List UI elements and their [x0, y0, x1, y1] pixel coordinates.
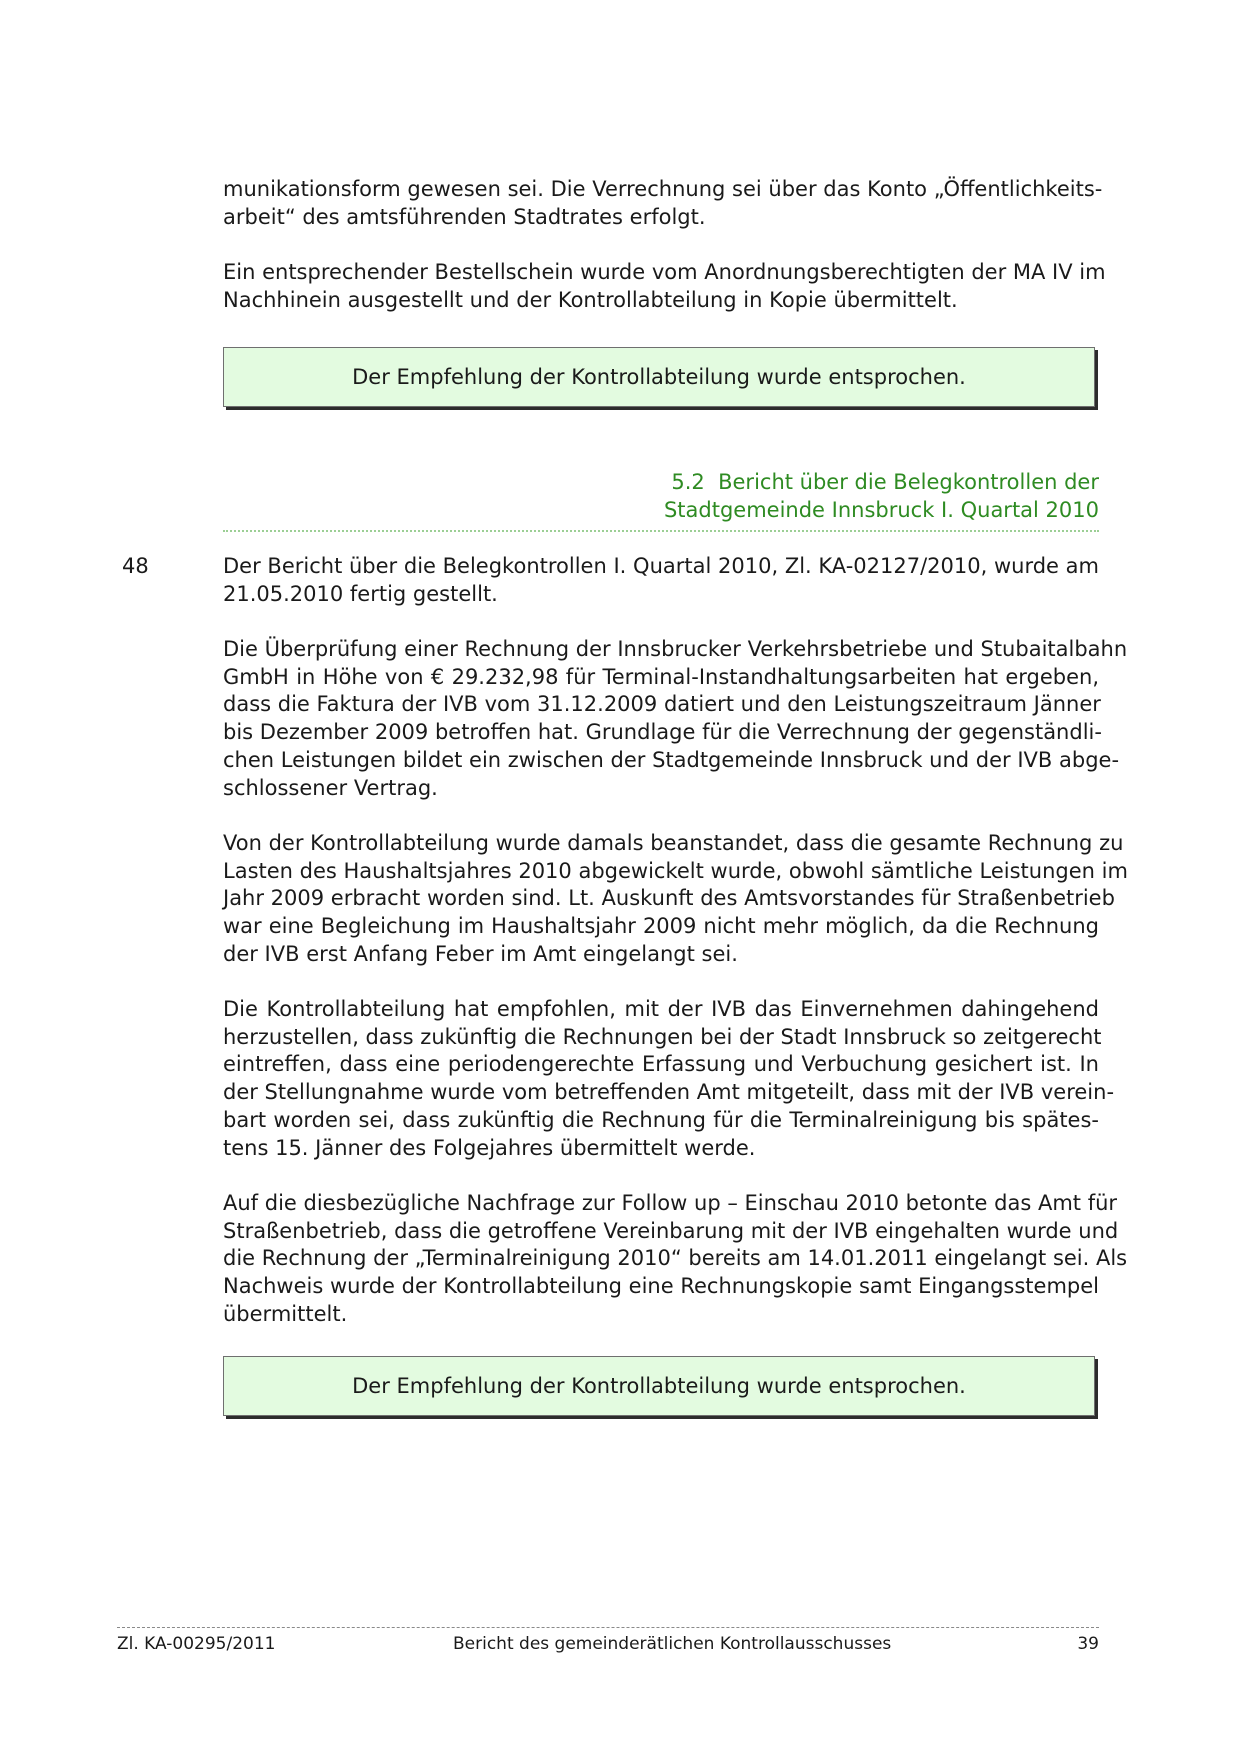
paragraph-follow-up — [223, 1190, 1128, 1329]
text-line: war eine Begleichung im Haushaltsjahr 2009 nicht mehr möglich, da die Rechnung — [223, 914, 1099, 939]
text-line: Auf die diesbezügliche Nachfrage zur Follow up – Einschau 2010 betonte das Amt für — [223, 1191, 1118, 1215]
footer-reference: Zl. KA-00295/2011 — [117, 1634, 276, 1654]
text-line: dass die Faktura der IVB vom 31.12.2009 datiert und den Leistungszeitraum Jänner — [223, 692, 1101, 717]
section-divider — [223, 530, 1099, 532]
paragraph-recommendation — [223, 996, 1115, 1162]
text-line: eintreffen, dass eine periodengerechte Erfassung und Verbuchung gesichert ist. In — [223, 1052, 1099, 1077]
text-line: Die Kontrollabteilung hat empfohlen, mit der IVB das Einvernehmen dahingehend — [223, 997, 1099, 1021]
text-line: tens 15. Jänner des Folgejahres übermittelt werde. — [223, 1135, 756, 1160]
section-heading-line-2: Stadtgemeinde Innsbruck I. Quartal 2010 — [663, 498, 1099, 522]
text-line: der Stellungnahme wurde vom betreffenden Amt mitgeteilt, dass mit der IVB verein- — [223, 1080, 1115, 1105]
recommendation-text: Der Empfehlung der Kontrollabteilung wurde entsprochen. — [352, 365, 966, 389]
text-line: chen Leistungen bildet ein zwischen der Stadtgemeinde Innsbruck und der IVB abge- — [223, 747, 1120, 772]
paragraph-continuation — [223, 176, 1103, 231]
text-line: herzustellen, dass zukünftig die Rechnungen bei der Stadt Innsbruck so zeitgerecht — [223, 1024, 1102, 1049]
section-heading — [600, 468, 1099, 524]
text-line: GmbH in Höhe von € 29.232,98 für Terminal-Instandhaltungsarbeiten hat ergeben, — [223, 664, 1099, 689]
text-line: Ein entsprechender Bestellschein wurde vom Anordnungsberechtigten der MA IV im — [223, 260, 1106, 284]
paragraph-objection — [223, 830, 1128, 969]
text-line: schlossener Vertrag. — [223, 775, 438, 800]
paragraph-invoice-review — [223, 636, 1128, 802]
text-line: Nachhinein ausgestellt und der Kontrollabteilung in Kopie übermittelt. — [223, 287, 958, 312]
paragraph-number: 48 — [122, 554, 149, 578]
text-line: arbeit“ des amtsführenden Stadtrates erfolgt. — [223, 204, 706, 229]
recommendation-text: Der Empfehlung der Kontrollabteilung wurde entsprochen. — [352, 1374, 966, 1398]
section-heading-line-1: 5.2 Bericht über die Belegkontrollen der — [671, 470, 1099, 494]
paragraph-order-form — [223, 259, 1106, 314]
text-line: Nachweis wurde der Kontrollabteilung eine Rechnungskopie samt Eingangsstempel — [223, 1274, 1099, 1299]
text-line: übermittelt. — [223, 1301, 348, 1326]
recommendation-box — [223, 1356, 1095, 1416]
text-line: 21.05.2010 fertig gestellt. — [223, 581, 498, 606]
recommendation-box — [223, 347, 1095, 407]
text-line: Der Bericht über die Belegkontrollen I. Quartal 2010, Zl. KA-02127/2010, wurde am — [223, 554, 1099, 578]
text-line: Die Überprüfung einer Rechnung der Innsbrucker Verkehrsbetriebe und Stubaitalbahn — [223, 637, 1128, 661]
text-line: der IVB erst Anfang Feber im Amt eingelangt sei. — [223, 941, 738, 966]
text-line: bart worden sei, dass zukünftig die Rechnung für die Terminalreinigung bis spätes- — [223, 1107, 1099, 1132]
text-line: munikationsform gewesen sei. Die Verrechnung sei über das Konto „Öffentlichkeits- — [223, 177, 1103, 201]
text-line: Von der Kontrollabteilung wurde damals beanstandet, dass die gesamte Rechnung zu — [223, 831, 1124, 855]
text-line: Jahr 2009 erbracht worden sind. Lt. Auskunft des Amtsvorstandes für Straßenbetrieb — [223, 886, 1115, 911]
paragraph-report-date — [223, 553, 1099, 608]
footer-divider — [117, 1627, 1099, 1628]
page-number: 39 — [1077, 1634, 1099, 1654]
text-line: Lasten des Haushaltsjahres 2010 abgewickelt wurde, obwohl sämtliche Leistungen im — [223, 858, 1128, 883]
text-line: bis Dezember 2009 betroffen hat. Grundlage für die Verrechnung der gegenständli- — [223, 720, 1102, 745]
text-line: die Rechnung der „Terminalreinigung 2010“ bereits am 14.01.2011 eingelangt sei. Als — [223, 1246, 1128, 1271]
text-line: Straßenbetrieb, dass die getroffene Vereinbarung mit der IVB eingehalten wurde und — [223, 1218, 1119, 1243]
footer-title: Bericht des gemeinderätlichen Kontrollausschusses — [453, 1634, 892, 1654]
